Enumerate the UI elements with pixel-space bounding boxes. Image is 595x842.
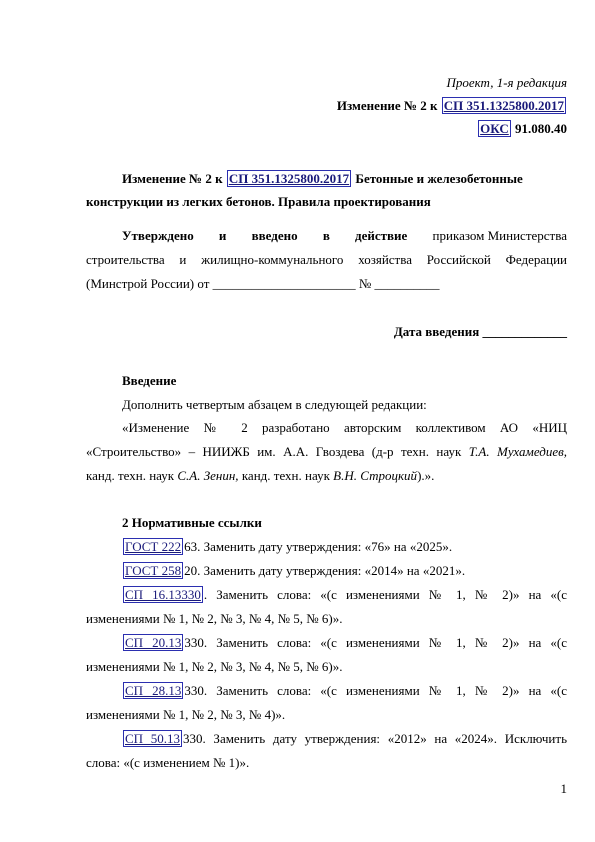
sp-reference-link[interactable]: СП 351.1325800.2017 [443, 98, 564, 113]
ref-link[interactable]: СП 50.13 [125, 731, 180, 746]
ref-item-cont: изменениями № 1, № 2, № 3, № 4)». [86, 707, 286, 722]
author-name: С.А. Зенин, [177, 468, 239, 483]
ref-item-cont: изменениями № 1, № 2, № 3, № 4, № 5, № 6)». [86, 659, 343, 674]
amendment-prefix: Изменение № 2 к [336, 98, 438, 113]
ref-link[interactable]: СП 20.13 [125, 635, 182, 650]
intro-heading: Введение [122, 373, 177, 388]
oks-link[interactable]: ОКС [480, 121, 509, 136]
title-prefix: Изменение № 2 к [122, 171, 223, 186]
ref-item [86, 732, 567, 747]
ref-item-cont: изменениями № 1, № 2, № 3, № 4, № 5, № 6)». [86, 611, 343, 626]
approval-word: Утверждено [122, 228, 194, 243]
title-sp-link[interactable]: СП 351.1325800.2017 [228, 171, 350, 186]
approval-line1 [86, 229, 567, 244]
doc-title-line1 [86, 172, 567, 187]
intro-text: ).». [417, 468, 435, 483]
ref-item [86, 636, 567, 651]
approval-word: действие [355, 228, 408, 243]
intro-line3-text: «Строительство» – НИИЖБ им. А.А. Гвоздева (д-р техн. наук [86, 444, 462, 459]
title-rest: Бетонные и железобетонные [355, 171, 523, 186]
intro-date: Дата введения _____________ [393, 324, 567, 339]
intro-line3 [86, 445, 567, 460]
ref-item-cont: слова: «(с изменением № 1)». [86, 755, 250, 770]
document-page [86, 0, 567, 842]
doc-title-line2: конструкции из легких бетонов. Правила проектирования [86, 194, 431, 209]
ref-text: . Заменить слова: «(с изменениями № 1, № 2)» на «(с [203, 587, 567, 602]
oks-code: 91.080.40 [515, 121, 567, 136]
ref-item [86, 684, 567, 699]
ref-link[interactable]: ГОСТ 258 [125, 563, 182, 578]
ref-item [86, 564, 567, 579]
approval-rest: приказом Министерства [432, 228, 567, 243]
amendment-header [86, 99, 567, 114]
ref-item [86, 540, 567, 555]
author-name: В.Н. Строцкий [333, 468, 418, 483]
refs-heading: 2 Нормативные ссылки [122, 515, 262, 530]
ref-text: 63. Заменить дату утверждения: «76» на «2025». [184, 539, 453, 554]
intro-text: канд. техн. наук [86, 468, 175, 483]
page-number: 1 [560, 781, 567, 796]
approval-line3: (Минстрой России) от ______________________ № __________ [86, 276, 440, 291]
ref-text: 330. Заменить дату утверждения: «2012» на «2024». Исключить [183, 731, 567, 746]
ref-text: 20. Заменить дату утверждения: «2014» на «2021». [184, 563, 466, 578]
intro-text: канд. техн. наук [241, 468, 330, 483]
ref-link[interactable]: СП 16.13330 [125, 587, 201, 602]
author-name: Т.А. Мухамедиев, [468, 444, 568, 459]
oks-code-line [86, 122, 567, 137]
intro-line1: Дополнить четвертым абзацем в следующей редакции: [122, 397, 427, 412]
approval-word: и [218, 228, 227, 243]
ref-link[interactable]: СП 28.13 [125, 683, 182, 698]
ref-item [86, 588, 567, 603]
approval-line2: строительства и жилищно-коммунального хозяйства Российской Федерации [86, 252, 567, 267]
ref-text: 330. Заменить слова: «(с изменениями № 1, № 2)» на «(с [184, 683, 567, 698]
intro-line2: «Изменение № 2 разработано авторским коллективом АО «НИЦ [122, 420, 567, 435]
approval-word: в [322, 228, 330, 243]
project-note: Проект, 1-я редакция [446, 75, 567, 90]
intro-line4 [86, 469, 567, 484]
approval-word: введено [251, 228, 298, 243]
ref-link[interactable]: ГОСТ 222 [125, 539, 182, 554]
ref-text: 330. Заменить слова: «(с изменениями № 1, № 2)» на «(с [184, 635, 567, 650]
